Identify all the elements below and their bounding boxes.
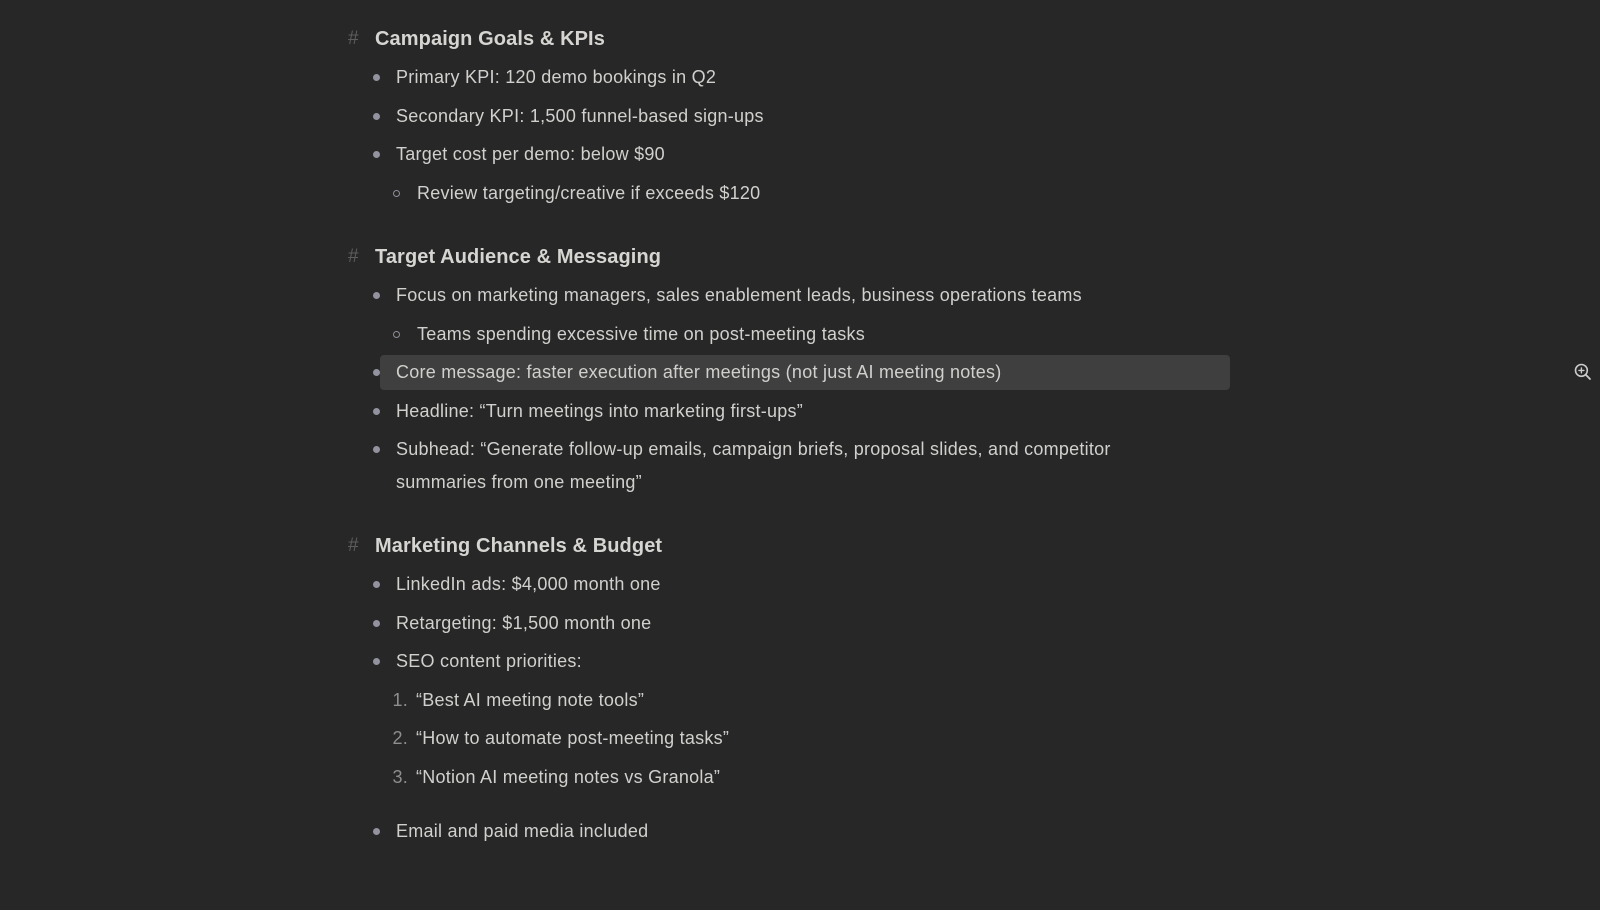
number-marker: 1. <box>392 689 408 710</box>
bullet-dot-icon <box>340 100 396 133</box>
bullet-text[interactable]: SEO content priorities: <box>396 651 582 671</box>
heading-hash-marker: # <box>348 28 359 49</box>
bullet-text[interactable]: Email and paid media included <box>396 821 649 841</box>
heading-hash-marker: # <box>348 246 359 267</box>
number-marker: 2. <box>392 728 408 748</box>
bullet-dot-icon <box>340 433 396 466</box>
heading-campaign-goals <box>340 24 1600 54</box>
bullet-item <box>340 812 1600 851</box>
sub-bullet-item <box>340 174 1600 213</box>
zoom-in-icon[interactable] <box>1573 362 1593 382</box>
numbered-text[interactable]: “Best AI meeting note tools” <box>416 689 645 710</box>
sub-bullet-text[interactable]: Teams spending excessive time on post-meeting tasks <box>417 323 865 344</box>
bullet-item <box>340 642 1600 681</box>
bullet-dot-icon <box>340 815 396 848</box>
bullet-item <box>340 58 1600 97</box>
numbered-item <box>340 681 1600 720</box>
numbered-text[interactable]: “How to automate post-meeting tasks” <box>416 728 730 748</box>
bullet-dot-icon <box>340 61 396 94</box>
heading-target-audience <box>340 242 1600 272</box>
bullet-text[interactable]: Subhead: “Generate follow-up emails, campaign briefs, proposal slides, and competitor summaries from one meeting” <box>396 439 1111 492</box>
bullet-dot-icon <box>340 279 396 312</box>
bullet-item <box>340 565 1600 604</box>
heading-marketing-channels <box>340 531 1600 561</box>
heading-text[interactable]: Target Audience & Messaging <box>375 246 662 268</box>
bullet-text[interactable]: LinkedIn ads: $4,000 month one <box>396 574 661 594</box>
number-marker: 3. <box>392 766 408 787</box>
sub-bullet-item <box>340 315 1600 354</box>
bullet-text[interactable]: Target cost per demo: below $90 <box>396 144 665 164</box>
bullet-dot-icon <box>340 607 396 640</box>
bullet-item <box>340 430 1600 501</box>
bullet-item <box>340 135 1600 174</box>
bullet-text[interactable]: Core message: faster execution after meetings (not just AI meeting notes) <box>396 362 1002 382</box>
sub-bullet-circle-icon <box>340 177 417 210</box>
bullet-item <box>340 604 1600 643</box>
heading-hash-marker: # <box>348 535 359 556</box>
bullet-dot-icon <box>340 568 396 601</box>
sub-bullet-circle-icon <box>340 318 417 351</box>
bullet-dot-icon <box>340 645 396 678</box>
bullet-item <box>340 392 1600 431</box>
bullet-text[interactable]: Primary KPI: 120 demo bookings in Q2 <box>396 67 717 87</box>
bullet-dot-icon <box>340 395 396 428</box>
bullet-dot-icon <box>340 138 396 171</box>
bullet-item <box>340 276 1600 315</box>
sub-bullet-text[interactable]: Review targeting/creative if exceeds $120 <box>417 182 761 203</box>
bullet-dot-icon <box>340 356 396 389</box>
highlighted-block-core-message[interactable] <box>340 353 1600 392</box>
bullet-text[interactable]: Focus on marketing managers, sales enablement leads, business operations teams <box>396 285 1082 305</box>
numbered-item <box>340 719 1600 758</box>
bullet-item <box>340 97 1600 136</box>
bullet-text[interactable]: Secondary KPI: 1,500 funnel-based sign-ups <box>396 105 764 126</box>
heading-text[interactable]: Campaign Goals & KPIs <box>375 28 605 50</box>
bullet-text[interactable]: Headline: “Turn meetings into marketing first-ups” <box>396 400 803 421</box>
heading-text[interactable]: Marketing Channels & Budget <box>375 535 663 557</box>
bullet-text[interactable]: Retargeting: $1,500 month one <box>396 612 652 633</box>
numbered-text[interactable]: “Notion AI meeting notes vs Granola” <box>416 766 721 787</box>
numbered-item <box>340 758 1600 797</box>
